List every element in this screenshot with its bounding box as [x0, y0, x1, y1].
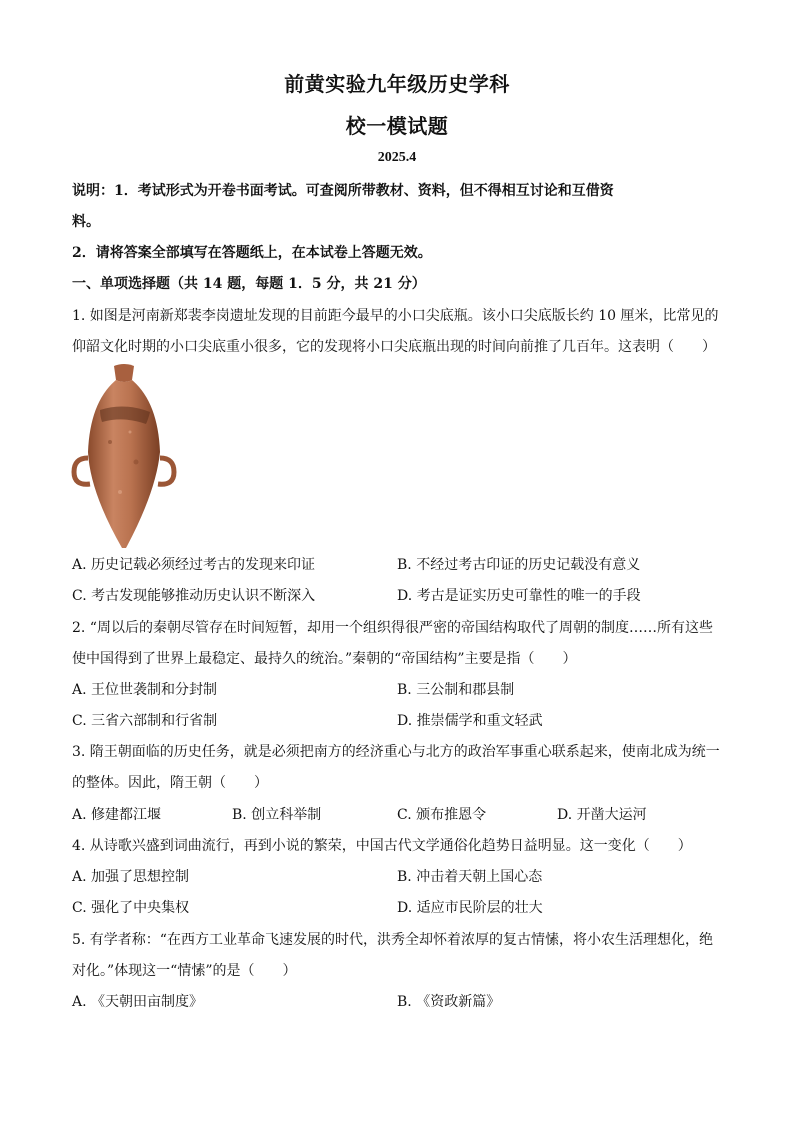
instruction-line-1: 说明：1．考试形式为开卷书面考试。可查阅所带教材、资料，但不得相互讨论和互借资 — [72, 183, 614, 199]
question-3-option-b: B. 创立科举制 — [232, 807, 322, 823]
section-heading: 一、单项选择题（共 14 题，每题 1．5 分，共 21 分） — [72, 276, 426, 292]
question-1-text-line-1: 1. 如图是河南新郑裴李岗遗址发现的目前距今最早的小口尖底瓶。该小口尖底版长约 10 厘米，比常见的 — [72, 308, 719, 324]
question-1-option-a: A. 历史记载必须经过考古的发现来印证 — [72, 557, 316, 573]
question-5-option-b: B. 《资政新篇》 — [397, 994, 501, 1010]
question-1-option-b: B. 不经过考古印证的历史记载没有意义 — [397, 557, 641, 573]
question-2-option-a: A. 王位世袭制和分封制 — [72, 682, 218, 698]
question-1-option-c: C. 考古发现能够推动历史认识不断深入 — [72, 588, 316, 604]
question-1-text-line-2: 仰韶文化时期的小口尖底重小很多，它的发现将小口尖底瓶出现的时间向前推了几百年。这表明（ ） — [72, 339, 716, 355]
question-2-option-b: B. 三公制和郡县制 — [397, 682, 515, 698]
question-4-option-c: C. 强化了中央集权 — [72, 900, 190, 916]
question-3-option-d: D. 开凿大运河 — [557, 807, 647, 823]
question-2-text-line-2: 使中国得到了世界上最稳定、最持久的统治。”秦朝的“帝国结构”主要是指（ ） — [72, 651, 577, 667]
instruction-line-1-cont: 料。 — [72, 214, 100, 230]
exam-date: 2025.4 — [377, 150, 417, 165]
question-3-option-a: A. 修建都江堰 — [72, 807, 162, 823]
question-2-text-line-1: 2. “周以后的秦朝尽管存在时间短暂，却用一个组织得很严密的帝国结构取代了周朝的制度……所有这些 — [72, 620, 713, 636]
exam-title: 前黄实验九年级历史学科 — [284, 72, 510, 96]
question-4-option-a: A. 加强了思想控制 — [72, 869, 190, 885]
question-3-text-line-2: 的整体。因此，隋王朝（ ） — [72, 775, 268, 791]
pottery-vase-image — [70, 362, 180, 550]
question-3-text-line-1: 3. 隋王朝面临的历史任务，就是必须把南方的经济重心与北方的政治军事重心联系起来，使南北成为统一 — [72, 744, 720, 760]
instruction-line-2: 2．请将答案全部填写在答题纸上，在本试卷上答题无效。 — [72, 245, 432, 261]
question-5-text-line-2: 对化。”体现这一“情愫”的是（ ） — [72, 963, 297, 979]
question-2-option-c: C. 三省六部制和行省制 — [72, 713, 218, 729]
exam-subtitle: 校一模试题 — [345, 114, 449, 138]
question-1-option-d: D. 考古是证实历史可靠性的唯一的手段 — [397, 588, 641, 604]
question-2-option-d: D. 推崇儒学和重文轻武 — [397, 713, 543, 729]
question-4-option-b: B. 冲击着天朝上国心态 — [397, 869, 543, 885]
question-4-option-d: D. 适应市民阶层的壮大 — [397, 900, 543, 916]
question-5-option-a: A. 《天朝田亩制度》 — [72, 994, 204, 1010]
question-3-option-c: C. 颁布推恩令 — [397, 807, 487, 823]
question-5-text-line-1: 5. 有学者称：“在西方工业革命飞速发展的时代，洪秀全却怀着浓厚的复古情愫，将小农生活理想化，绝 — [72, 932, 713, 948]
question-4-text-line-1: 4. 从诗歌兴盛到词曲流行，再到小说的繁荣，中国古代文学通俗化趋势日益明显。这一变化（ ） — [72, 838, 692, 854]
